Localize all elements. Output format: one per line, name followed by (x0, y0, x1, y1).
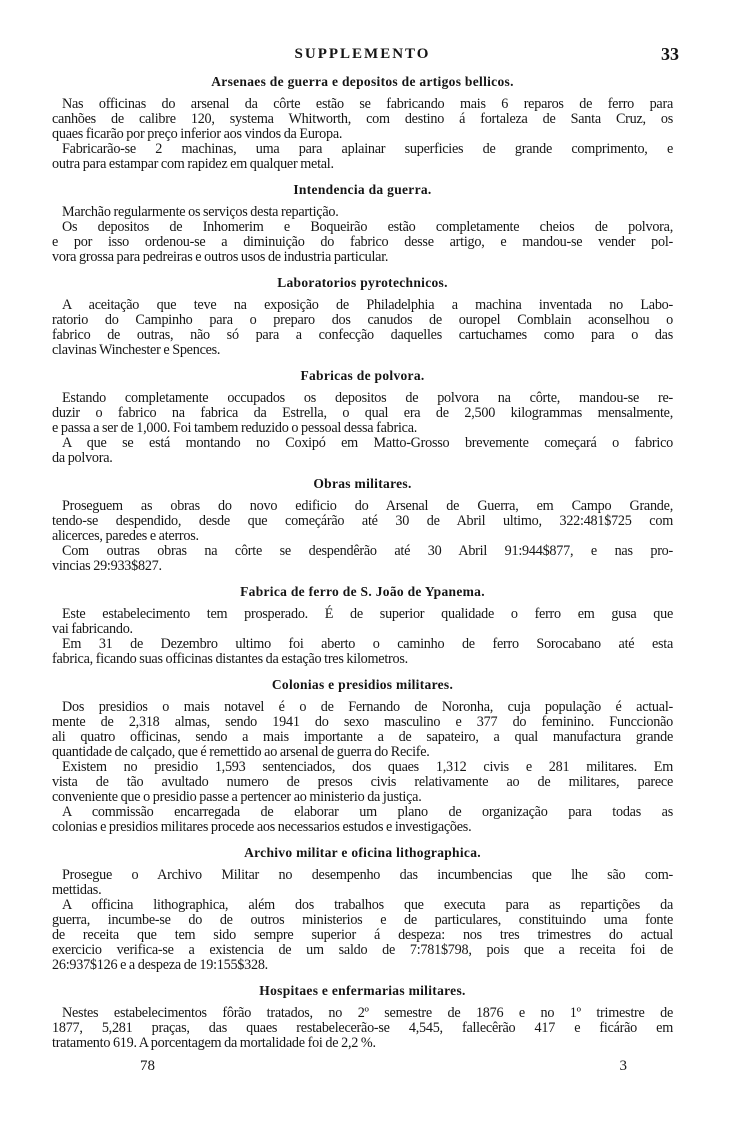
text-line: fabrica, ficando suas officinas distantes da estação tres kilometros. (52, 651, 408, 667)
paragraph (52, 544, 673, 574)
text-line: vora grossa para pedreiras e outros usos de industria particular. (52, 249, 389, 265)
text-line: quantidade de calçado, que é remettido ao arsenal de guerra do Recife. (52, 744, 430, 760)
text-line: duzir o fabrico na fabrica da Estrella, o qual era de 2,500 kilogrammas mensalmente, (52, 405, 673, 421)
section (52, 845, 673, 973)
paragraph (52, 805, 673, 835)
paragraph (52, 1006, 673, 1051)
sheet-number: 3 (619, 1058, 627, 1074)
paragraph (52, 298, 673, 358)
text-line: Estando completamente occupados os depositos de polvora na côrte, mandou-se re- (62, 390, 673, 406)
text-line: guerra, incumbe-se do de outros ministerios e de particulares, constituindo uma fonte (52, 912, 673, 928)
paragraph (52, 97, 673, 142)
section-heading: Fabrica de ferro de S. João de Ypanema. (240, 584, 485, 599)
text-line: Existem no presidio 1,593 sentenciados, dos quaes 1,312 civis e 281 militares. Em (62, 759, 673, 775)
section (52, 182, 673, 265)
page-footer (52, 1058, 673, 1078)
page-number: 33 (661, 44, 679, 64)
text-line: mettidas. (52, 882, 102, 898)
text-line: canhões de calibre 120, systema Whitworth, com destino á fortaleza de Santa Cruz, os (52, 111, 673, 127)
paragraph (52, 607, 673, 637)
text-line: vai fabricando. (52, 621, 133, 637)
text-line: clavinas Winchester e Spences. (52, 342, 221, 358)
text-line: vincias 29:933$827. (52, 558, 162, 574)
text-line: Prosegue o Archivo Militar no desempenho das incumbencias que lhe são com- (62, 867, 673, 883)
running-head-title: SUPPLEMENTO (294, 46, 431, 62)
text-line: colonias e presidios militares procede aos necessarios estudos e investigações. (52, 819, 472, 835)
paragraph (52, 499, 673, 544)
paragraph (52, 898, 673, 973)
text-line: A officina lithographica, além dos trabalhos que executa para as repartições da (62, 897, 673, 913)
text-line: e por isso ordenou-se a diminuição do fabrico desse artigo, e mandou-se vender pol- (52, 234, 673, 250)
text-line: Os depositos de Inhomerim e Boqueirão estão completamente cheios de polvora, (62, 219, 673, 235)
text-line: alicerces, paredes e aterros. (52, 528, 199, 544)
text-line: 1877, 5,281 praças, das quaes restabelecerão-se 4,545, fallecêrão 417 e ficárão em (52, 1020, 673, 1036)
text-line: tendo-se despendido, desde que começárão até 30 de Abril ultimo, 322:481$725 com (52, 513, 673, 529)
text-line: Nas officinas do arsenal da côrte estão se fabricando mais 6 reparos de ferro para (62, 96, 673, 112)
running-head (52, 44, 679, 68)
text-line: conveniente que o presidio passe a pertencer ao ministerio da justiça. (52, 789, 422, 805)
text-line: exercicio verifica-se a existencia de um saldo de 7:781$798, pois que a receita foi de (52, 942, 673, 958)
body-text (52, 74, 673, 1051)
text-line: outra para estampar com rapidez em qualquer metal. (52, 156, 334, 172)
text-line: tratamento 619. A porcentagem da mortalidade foi de 2,2 %. (52, 1035, 376, 1051)
paragraph (52, 700, 673, 760)
document-page (52, 44, 679, 1051)
section (52, 74, 673, 172)
text-line: Fabricarão-se 2 machinas, uma para aplainar superficies de grande comprimento, e (62, 141, 673, 157)
paragraph (52, 868, 673, 898)
paragraph (52, 760, 673, 805)
section (52, 677, 673, 835)
text-line: Marchão regularmente os serviços desta repartição. (62, 204, 339, 220)
text-line: Em 31 de Dezembro ultimo foi aberto o caminho de ferro Sorocabano até esta (62, 636, 673, 652)
section (52, 476, 673, 574)
section-heading: Archivo militar e oficina lithographica. (244, 845, 481, 860)
text-line: vista de tão avultado numero de presos civis relativamente ao de militares, parece (52, 774, 673, 790)
section (52, 584, 673, 667)
text-line: A commissão encarregada de elaborar um plano de organização para todas as (62, 804, 673, 820)
section-heading: Obras militares. (313, 476, 412, 491)
section (52, 983, 673, 1051)
section-heading: Arsenaes de guerra e depositos de artigos bellicos. (211, 74, 514, 89)
text-line: de receita que tem sido sempre superior á despeza: nos tres trimestres do actual (52, 927, 673, 943)
section-heading: Colonias e presidios militares. (271, 677, 454, 692)
text-line: da polvora. (52, 450, 113, 466)
text-line: 26:937$126 e a despeza de 19:155$328. (52, 957, 268, 973)
paragraph (52, 436, 673, 466)
paragraph (52, 205, 673, 220)
text-line: fabrico de outras, não só para a confecção daquelles cartuchames como para o das (52, 327, 673, 343)
section-heading: Fabricas de polvora. (300, 368, 425, 383)
paragraph (52, 637, 673, 667)
text-line: Proseguem as obras do novo edificio do Arsenal de Guerra, em Campo Grande, (62, 498, 673, 514)
text-line: A que se está montando no Coxipó em Matto-Grosso brevemente começará o fabrico (62, 435, 673, 451)
text-line: e passa a ser de 1,000. Foi tambem reduzido o pessoal dessa fabrica. (52, 420, 418, 436)
text-line: Com outras obras na côrte se despendêrão até 30 Abril 91:944$877, e nas pro- (62, 543, 673, 559)
text-line: Dos presidios o mais notavel é o de Fernando de Noronha, cuja população é actual- (62, 699, 673, 715)
paragraph (52, 220, 673, 265)
text-line: A aceitação que teve na exposição de Philadelphia a machina inventada no Labo- (62, 297, 673, 313)
text-line: mente de 2,318 almas, sendo 1941 do sexo masculino e 377 do feminino. Funccionão (52, 714, 673, 730)
paragraph (52, 142, 673, 172)
section (52, 275, 673, 358)
signature-mark: 78 (140, 1058, 155, 1074)
text-line: ali quatro officinas, sendo a mais importante a de sapateiro, a qual manufactura grande (52, 729, 673, 745)
text-line: Nestes estabelecimentos fôrão tratados, no 2º semestre de 1876 e no 1º trimestre de (62, 1005, 673, 1021)
section (52, 368, 673, 466)
text-line: Este estabelecimento tem prosperado. É de superior qualidade o ferro em gusa que (62, 606, 673, 622)
section-heading: Intendencia da guerra. (293, 182, 432, 197)
paragraph (52, 391, 673, 436)
text-line: quaes ficarão por preço inferior aos vindos da Europa. (52, 126, 343, 142)
section-heading: Laboratorios pyrotechnicos. (277, 275, 448, 290)
section-heading: Hospitaes e enfermarias militares. (259, 983, 466, 998)
text-line: ratorio do Campinho para o preparo dos canudos de ouropel Comblain aconselhou o (52, 312, 673, 328)
